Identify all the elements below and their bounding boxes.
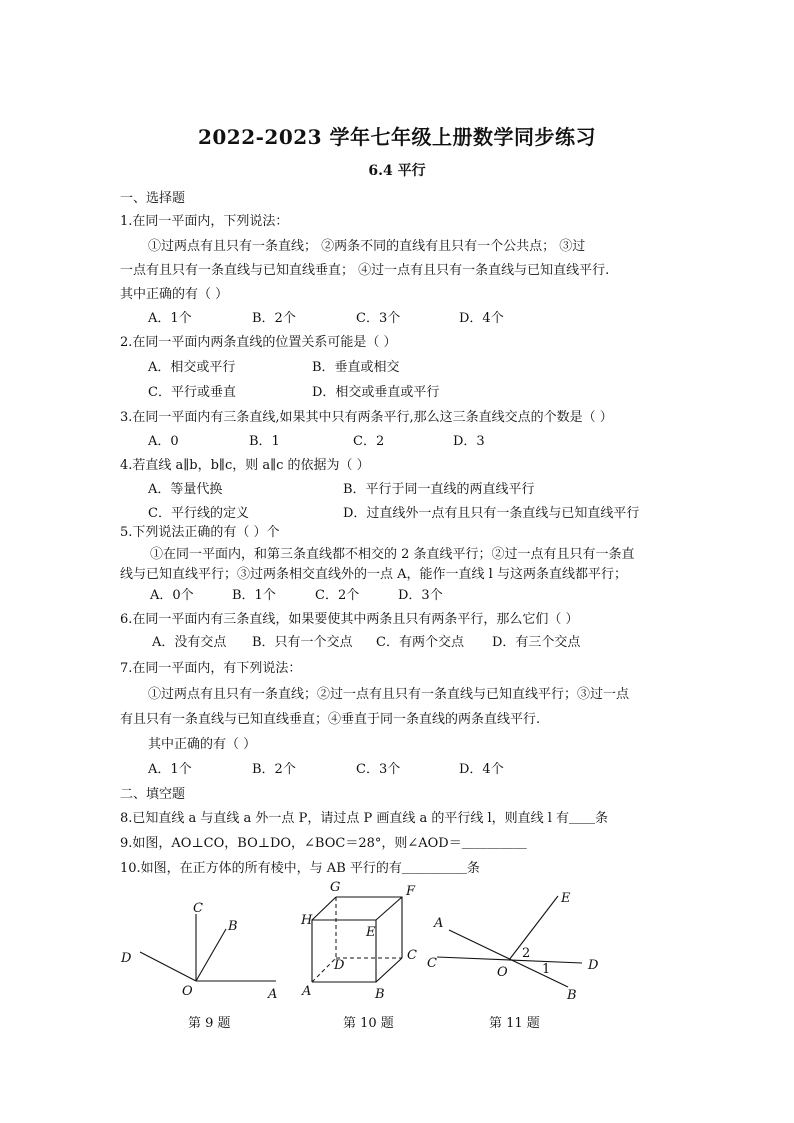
question-5-line-1: ①在同一平面内，和第三条直线都不相交的 2 条直线平行；②过一点有且只有一条直 — [150, 547, 635, 562]
fig10-label-a: A — [302, 984, 312, 999]
question-3-option-b[interactable]: B．1 — [249, 434, 280, 449]
fig10-label-d: D — [334, 958, 345, 973]
fig10-label-f: F — [406, 884, 416, 899]
question-8-stem: 8.已知直线 a 与直线 a 外一点 P，请过点 P 画直线 a 的平行线 l，则直线 l 有＿＿条 — [120, 811, 609, 826]
question-2-option-d[interactable]: D．相交或垂直或平行 — [312, 385, 440, 400]
question-6-option-a[interactable]: A．没有交点 — [152, 635, 227, 650]
question-5-option-d[interactable]: D．3个 — [398, 588, 443, 603]
question-1-line-1: ①过两点有且只有一条直线； ②两条不同的直线有且只有一个公共点； ③过 — [148, 239, 586, 254]
fig11-ray-oe — [509, 896, 558, 960]
fig10-label-h: H — [301, 913, 313, 928]
question-1-option-d[interactable]: D．4个 — [459, 311, 504, 326]
question-2-option-a[interactable]: A．相交或平行 — [148, 360, 236, 375]
question-7-option-c[interactable]: C．3个 — [356, 762, 401, 777]
question-1-option-b[interactable]: B．2个 — [252, 311, 296, 326]
question-7-option-b[interactable]: B．2个 — [252, 762, 296, 777]
question-4-option-a[interactable]: A．等量代换 — [148, 482, 223, 497]
question-6-stem: 6.在同一平面内有三条直线，如果要使其中两条且只有两条平行，那么它们（ ） — [120, 612, 579, 627]
question-1-option-a[interactable]: A．1个 — [148, 311, 192, 326]
fig11-label-e: E — [561, 891, 571, 906]
figure-10-caption: 第 10 题 — [343, 1016, 394, 1031]
question-5-option-c[interactable]: C．2个 — [315, 588, 360, 603]
figure-11-diagram — [437, 896, 582, 987]
fig11-label-c: C — [427, 956, 437, 971]
figure-10-hidden-edges — [312, 897, 402, 982]
fig9-label-b: B — [228, 919, 238, 934]
question-7-line-3: 其中正确的有（ ） — [148, 737, 257, 752]
fig9-label-o: O — [182, 984, 193, 999]
fig9-ray-od — [140, 952, 196, 981]
question-7-line-2: 有且只有一条直线与已知直线垂直；④垂直于同一条直线的两条直线平行. — [120, 712, 541, 727]
question-5-option-b[interactable]: B．1个 — [232, 588, 276, 603]
page-title: 2022-2023 学年七年级上册数学同步练习 — [197, 125, 597, 149]
fig11-label-o: O — [497, 965, 508, 980]
section-heading-choice: 一、选择题 — [120, 191, 186, 206]
fig11-label-a: A — [434, 916, 444, 931]
question-1-option-c[interactable]: C．3个 — [356, 311, 401, 326]
fig11-label-d: D — [588, 958, 599, 973]
fig9-label-a: A — [268, 987, 278, 1002]
question-3-option-c[interactable]: C．2 — [353, 434, 385, 449]
fig11-label-b: B — [567, 988, 577, 1003]
figure-9-diagram — [140, 914, 276, 981]
question-4-option-b[interactable]: B．平行于同一直线的两直线平行 — [343, 482, 535, 497]
question-5-line-2: 线与已知直线平行；③过两条相交直线外的一点 A，能作一直线 l 与这两条直线都平行； — [120, 567, 627, 582]
figure-9-caption: 第 9 题 — [188, 1016, 231, 1031]
question-10-stem: 10.如图，在正方体的所有棱中，与 AB 平行的有＿＿＿＿＿条 — [120, 861, 480, 876]
fig9-label-c: C — [193, 901, 203, 916]
fig10-label-b: B — [375, 987, 385, 1002]
question-2-stem: 2.在同一平面内两条直线的位置关系可能是（ ） — [120, 335, 397, 350]
question-3-stem: 3.在同一平面内有三条直线,如果其中只有两条平行,那么这三条直线交点的个数是（ ） — [120, 410, 613, 425]
fig11-label-1: 1 — [542, 962, 551, 977]
question-1-stem: 1.在同一平面内，下列说法： — [120, 214, 289, 229]
fig9-ray-ob — [196, 929, 226, 981]
figure-11-caption: 第 11 题 — [489, 1016, 540, 1031]
section-heading-fill: 二、填空题 — [120, 787, 186, 802]
question-5-option-a[interactable]: A．0个 — [150, 588, 194, 603]
question-5-stem: 5.下列说法正确的有（ ）个 — [120, 525, 280, 540]
question-1-line-3: 其中正确的有（ ） — [120, 287, 229, 302]
page-subtitle: 6.4 平行 — [368, 163, 426, 179]
figure-10-diagram — [312, 897, 402, 982]
question-2-option-c[interactable]: C．平行或垂直 — [148, 385, 236, 400]
question-6-option-d[interactable]: D．有三个交点 — [492, 635, 581, 650]
fig9-label-d: D — [121, 951, 132, 966]
question-6-option-b[interactable]: B．只有一个交点 — [252, 635, 353, 650]
question-6-option-c[interactable]: C．有两个交点 — [376, 635, 464, 650]
fig10-label-g: G — [330, 880, 341, 895]
question-4-option-c[interactable]: C．平行线的定义 — [148, 506, 249, 521]
question-7-stem: 7.在同一平面内，有下列说法： — [120, 661, 302, 676]
question-7-line-1: ①过两点有且只有一条直线；②过一点有且只有一条直线与已知直线平行；③过一点 — [148, 687, 630, 702]
question-3-option-d[interactable]: D．3 — [453, 434, 485, 449]
question-1-line-2: 一点有且只有一条直线与已知直线垂直； ④过一点有且只有一条直线与已知直线平行. — [120, 263, 610, 278]
question-4-stem: 4.若直线 a∥b，b∥c，则 a∥c 的依据为（ ） — [120, 458, 370, 473]
fig11-label-2: 2 — [522, 946, 531, 961]
fig10-label-c: C — [407, 948, 417, 963]
question-7-option-a[interactable]: A．1个 — [148, 762, 192, 777]
question-3-option-a[interactable]: A．0 — [148, 434, 179, 449]
question-2-option-b[interactable]: B．垂直或相交 — [312, 360, 400, 375]
fig10-label-e: E — [366, 925, 376, 940]
question-7-option-d[interactable]: D．4个 — [459, 762, 504, 777]
question-4-option-d[interactable]: D．过直线外一点有且只有一条直线与已知直线平行 — [343, 506, 640, 521]
question-9-stem: 9.如图，AO⊥CO，BO⊥DO，∠BOC＝28°，则∠AOD＝＿＿＿＿＿ — [120, 836, 527, 851]
